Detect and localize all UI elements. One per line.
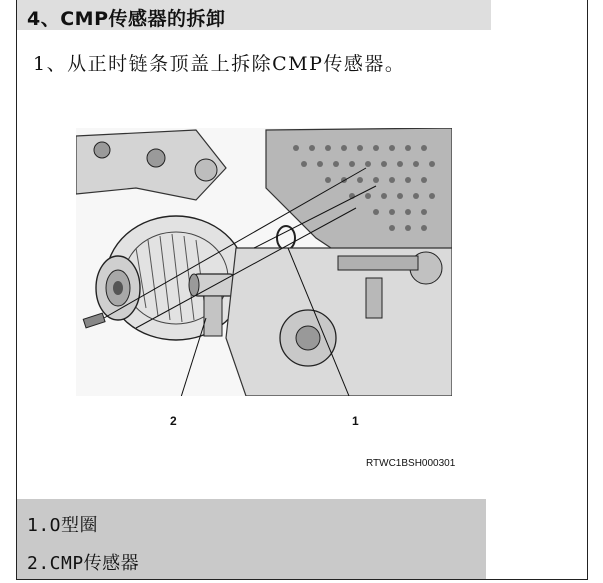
callout-label-1: 1 xyxy=(352,414,359,428)
sensor-connector xyxy=(204,296,222,336)
legend-item-o-ring: 1.O型圈 xyxy=(27,515,99,536)
figure-code: RTWC1BSH000301 xyxy=(366,458,456,469)
callout-label-2: 2 xyxy=(170,414,177,428)
step-instruction: 1、从正时链条顶盖上拆除CMP传感器。 xyxy=(33,53,406,75)
engine-diagram xyxy=(76,128,452,396)
legend-item-cmp-sensor: 2.CMP传感器 xyxy=(27,553,140,574)
section-title: 4、CMP传感器的拆卸 xyxy=(27,8,226,30)
